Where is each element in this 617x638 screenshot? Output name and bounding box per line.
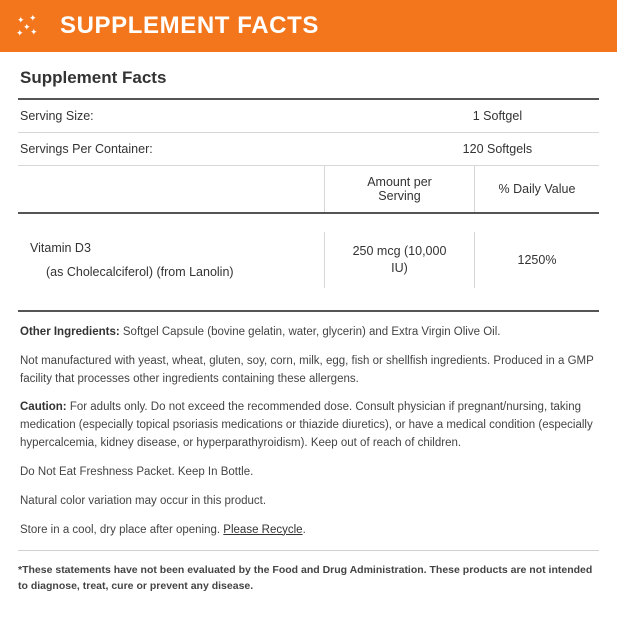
sparkle-icon: ✦ ✦ ✦ ✦ ✦	[16, 13, 38, 38]
servings-per-container-label: Servings Per Container:	[18, 133, 396, 166]
page-title: Supplement Facts	[20, 68, 167, 87]
table-row	[18, 232, 599, 288]
nutrient-amount-line2: IU)	[391, 261, 408, 275]
other-ingredients	[20, 324, 597, 342]
storage-suffix: .	[302, 523, 306, 536]
nutrient-header-divider	[18, 213, 599, 232]
serving-size-label: Serving Size:	[18, 100, 396, 133]
supplement-facts-header	[0, 0, 617, 52]
header-title: SUPPLEMENT FACTS	[60, 12, 319, 39]
nutrient-table	[18, 166, 599, 288]
caution-statement	[20, 399, 597, 452]
nutrient-name-sub: (as Cholecalciferol) (from Lanolin)	[46, 265, 234, 279]
other-ingredients-label: Other Ingredients:	[20, 326, 120, 338]
nutrient-name	[18, 232, 325, 288]
allergen-statement: Not manufactured with yeast, wheat, gluten, soy, corn, milk, egg, fish or shellfish ingredients. Produced in a GMP facility that processes other ingredients containing these allergens.	[20, 354, 594, 385]
color-variation-note: Natural color variation may occur in this product.	[20, 494, 267, 507]
amount-header-line1: Amount per	[367, 175, 432, 189]
nutrient-daily-value: 1250%	[517, 253, 557, 267]
storage-text: Store in a cool, dry place after opening.	[20, 523, 224, 536]
nutrient-name-main: Vitamin D3	[30, 241, 91, 255]
amount-header-line2: Serving	[378, 189, 421, 203]
table-row	[18, 133, 599, 166]
nutrient-table-header	[18, 166, 599, 213]
other-ingredients-text: Softgel Capsule (bovine gelatin, water, glycerin) and Extra Virgin Olive Oil.	[119, 326, 501, 338]
fda-disclaimer: *These statements have not been evaluated by the Food and Drug Administration. These products are not intended to diagnose, treat, cure or prevent any disease.	[18, 564, 593, 593]
supplement-facts-table	[18, 100, 599, 166]
supplement-facts-panel	[0, 52, 617, 539]
amount-per-serving-header	[325, 166, 475, 213]
table-row	[18, 100, 599, 133]
caution-label: Caution:	[20, 401, 67, 414]
servings-per-container-value: 120 Softgels	[396, 133, 599, 166]
nutrient-name-header	[18, 166, 325, 213]
ingredient-notes	[18, 312, 599, 539]
please-recycle-link[interactable]: Please Recycle	[223, 523, 303, 536]
caution-text: For adults only. Do not exceed the recommended dose. Consult physician if pregnant/nursing, taking medication (especially topical psoriasis medications or thiazide diuretics), or have a medical condition (especially hypercalcemia, kidney disease, or hyperparathyroidism). Keep out of reach of children.	[20, 401, 593, 450]
freshness-packet-note: Do Not Eat Freshness Packet. Keep In Bottle.	[20, 465, 254, 478]
serving-size-value: 1 Softgel	[396, 100, 599, 133]
daily-value-header: % Daily Value	[498, 182, 576, 196]
nutrient-amount	[325, 232, 475, 288]
nutrient-amount-line1: 250 mcg (10,000	[352, 244, 447, 259]
storage-note	[20, 522, 597, 540]
